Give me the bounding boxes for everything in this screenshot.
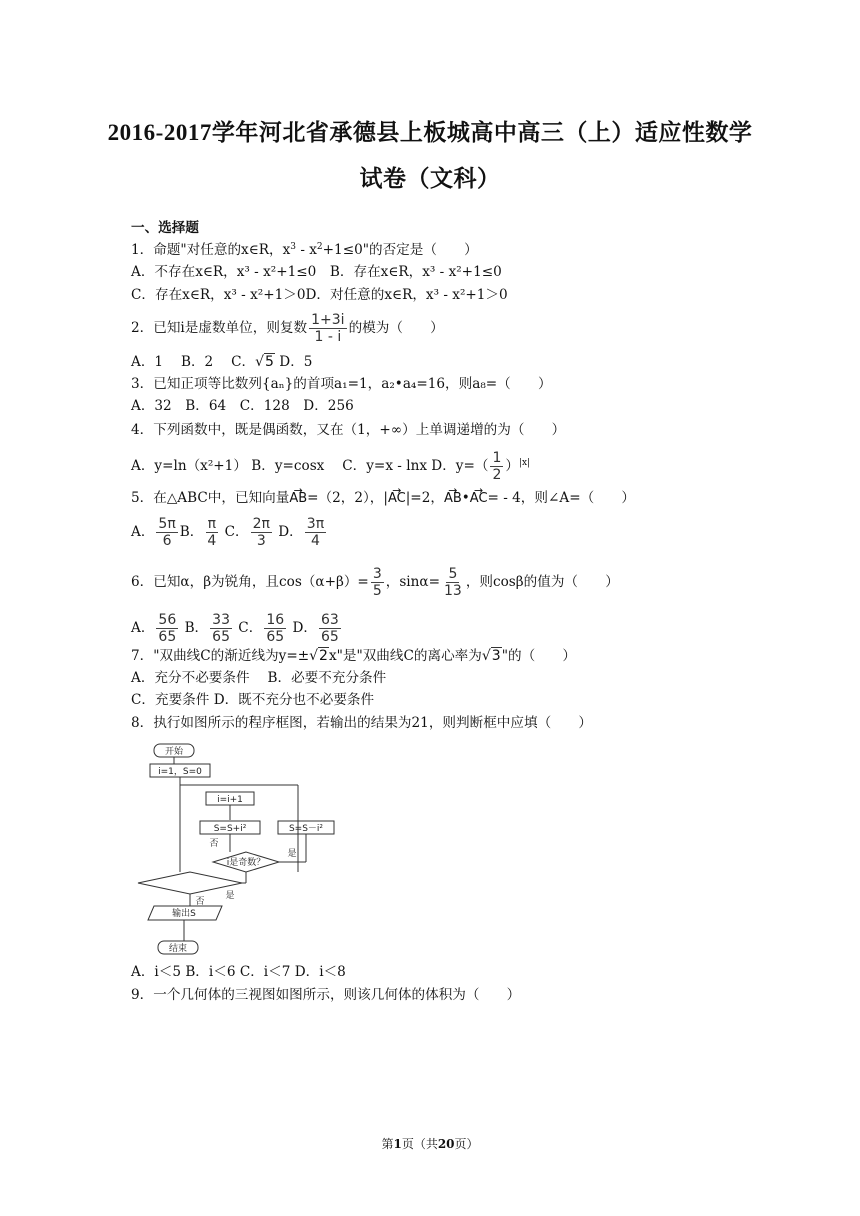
question-6-stem: 6．已知α，β为锐角，且cos（α+β）= $\frac{3}{5}$ ，sinα= $\frac{5}{13}$ ，则cosβ的值为（ ） [131,566,619,599]
flow-start: 开始 [164,747,184,757]
flow-init: i=1，S=0 [158,767,202,777]
question-5-stem: 5．在△ABC中，已知向量→ AB=（2，2），|→ AC|=2，→ AB•→ AC= - 4，则∠A=（ ） [131,488,635,509]
question-6-options: A． $\frac{56}{65}$ B． $\frac{33}{65}$ C． $\frac{16}{65}$ D． $\frac{63}{65}$ [131,612,339,645]
flow-label-no-2: 否 [195,897,205,907]
flowchart-figure [128,742,340,960]
question-2-stem: 2．已知i是虚数单位，则复数 $\frac{1+3i}{1 - i}$ 的模为（ ） [131,312,444,345]
complex-fraction: $\frac{1+3i}{1 - i}$ [311,312,345,345]
question-2-options: A．1 B．2 C．√5 D．5 [131,354,313,370]
question-3-options: A．32 B．64 C．128 D．256 [131,398,354,414]
q1-option-b: B．存在x∈R，x³ - x²+1≤0 [329,264,502,280]
vector-ac: → AC [388,491,406,506]
q1-option-d: D．对任意的x∈R，x³ - x²+1＞0 [305,287,508,303]
question-4-stem: 4．下列函数中，既是偶函数，又在（1，+∞）上单调递增的为（ ） [131,422,566,438]
flow-label-yes-1: 是 [287,849,297,859]
question-5-options: A． $\frac{5\pi}{6}$ B． $\frac{\pi}{4}$ C． $\frac{2\pi}{3}$ D． $\frac{3\pi}{4}$ [131,516,325,549]
question-1-stem: 1．命题"对任意的x∈R，$x^3 - x^2+1\le 0$"的否定是（ ） [131,242,478,258]
question-7-options-1: A．充分不必要条件 B．必要不充分条件 [131,670,387,686]
question-8-options: A．i＜5 B．i＜6 C．i＜7 D．i＜8 [131,964,346,980]
q1-option-a: A．不存在x∈R，x³ - x²+1≤0 [131,264,317,280]
flow-output: 输出S [172,909,196,919]
flow-odd-check: i是奇数？ [226,858,266,868]
section-heading: 一、选择题 [131,220,199,236]
flow-add: S=S+i² [213,824,247,834]
flow-label-yes-2: 是 [225,891,235,901]
sqrt-symbol: √5 [255,354,274,370]
question-7-stem: 7．"双曲线C的渐近线为y=±√2x"是"双曲线C的离心率为√3"的（ ） [131,648,576,664]
page-footer: 第1页（共20页） [381,1137,479,1151]
question-3-stem: 3．已知正项等比数列{aₙ}的首项a₁=1，a₂•a₄=16，则a₈=（ ） [131,376,552,392]
question-9-stem: 9．一个几何体的三视图如图所示，则该几何体的体积为（ ） [131,987,521,1003]
question-1-options-ab [131,262,502,282]
flow-increment: i=i+1 [217,795,243,805]
flow-subtract: S=S－i² [288,824,324,834]
q1-option-c: C．存在x∈R，x³ - x²+1＞0 [131,287,306,303]
page-title: 2016-2017学年河北省承德县上板城高中高三（上）适应性数学 [107,120,753,145]
page-subtitle: 试卷（文科） [359,166,501,191]
question-7-options-2: C．充要条件 D．既不充分也不必要条件 [131,692,375,708]
flow-label-no-1: 否 [209,839,219,849]
vector-ab: → AB [289,491,307,506]
flow-end: 结束 [168,944,188,954]
question-8-stem: 8．执行如图所示的程序框图，若输出的结果为21，则判断框中应填（ ） [131,715,592,731]
question-4-options: A．y=ln（x²+1） B．y=cosx C．y=x - lnx D．y=（ $\frac{1}{2}$ ）$^{|x|}$ [131,450,531,483]
question-1-options-cd [131,285,508,305]
